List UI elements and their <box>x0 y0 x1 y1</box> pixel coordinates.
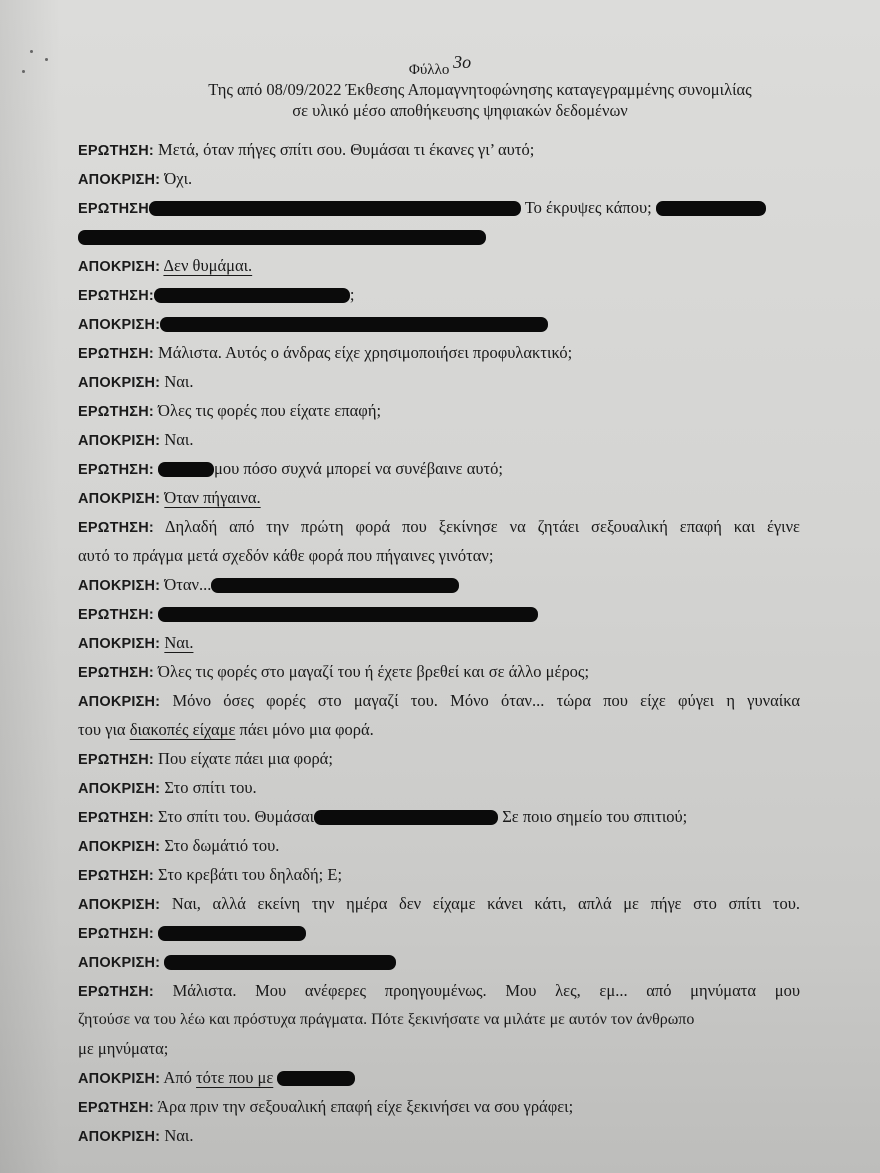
answer-text: Στο δωμάτιό του. <box>164 836 280 855</box>
question-label: ΕΡΩΤΗΣΗ: <box>78 665 154 681</box>
document-title-line-2: σε υλικό μέσο αποθήκευσης ψηφιακών δεδομένων <box>292 101 628 120</box>
answer-text: Δεν θυμάμαι. <box>163 256 253 275</box>
answer-label: ΑΠΟΚΡΙΣΗ: <box>78 694 161 710</box>
answer-text: του για <box>78 720 130 739</box>
answer-text: Ναι. <box>164 372 194 391</box>
sheet-label: Φύλλο <box>408 62 450 78</box>
sheet-number: 3ο <box>453 52 472 72</box>
answer-label: ΑΠΟΚΡΙΣΗ: <box>78 1129 161 1145</box>
answer-text: Στο σπίτι του. <box>164 778 257 797</box>
answer-label: ΑΠΟΚΡΙΣΗ: <box>78 955 161 971</box>
answer-line <box>78 164 808 193</box>
answer-label: ΑΠΟΚΡΙΣΗ: <box>78 1071 161 1087</box>
continuation-line <box>78 222 808 251</box>
document-title-line-1: Της από 08/09/2022 Έκθεσης Απομαγνητοφώνησης καταγεγραμμένης συνομιλίας <box>208 80 752 99</box>
answer-line <box>78 483 808 512</box>
question-line <box>78 860 808 889</box>
question-line <box>78 396 808 425</box>
answer-label: ΑΠΟΚΡΙΣΗ: <box>78 433 161 449</box>
continuation-line <box>78 541 808 570</box>
question-label: ΕΡΩΤΗΣΗ: <box>78 288 154 304</box>
page-shadow <box>0 0 60 1173</box>
question-text: Μάλιστα. Αυτός ο άνδρας είχε χρησιμοποιήσει προφυλακτικό; <box>158 343 573 362</box>
question-label: ΕΡΩΤΗΣΗ: <box>78 520 154 536</box>
question-text: ζητούσε να του λέω και πρόστυχα πράγματα. Πότε ξεκινήσατε να μιλάτε με αυτόν τον άνθρωπο <box>78 1011 695 1028</box>
question-label: ΕΡΩΤΗΣΗ: <box>78 404 154 420</box>
question-text: Όλες τις φορές που είχατε επαφή; <box>158 401 382 420</box>
question-line <box>78 338 808 367</box>
answer-line <box>78 831 808 860</box>
redaction-bar <box>277 1071 355 1086</box>
question-line <box>78 744 808 773</box>
answer-line <box>78 889 800 918</box>
answer-label: ΑΠΟΚΡΙΣΗ: <box>78 172 161 188</box>
question-line <box>78 454 808 483</box>
redaction-bar <box>158 462 214 477</box>
answer-text: Ναι. <box>164 633 194 652</box>
answer-line <box>78 251 808 280</box>
answer-label: ΑΠΟΚΡΙΣΗ: <box>78 259 161 275</box>
question-line <box>78 918 808 947</box>
answer-text: Ναι, αλλά εκείνη την ημέρα δεν είχαμε κάνει κάτι, απλά με πήγε στο σπίτι του. <box>171 894 800 913</box>
answer-text: διακοπές είχαμε <box>129 720 236 739</box>
redaction-bar <box>314 810 498 825</box>
question-line <box>78 135 808 164</box>
question-label: ΕΡΩΤΗΣΗ: <box>78 926 154 942</box>
question-label: ΕΡΩΤΗΣΗ: <box>78 346 154 362</box>
answer-text: Ναι. <box>164 430 194 449</box>
sheet-heading <box>0 52 880 79</box>
question-text: Το έκρυψες κάπου; <box>524 198 652 217</box>
question-label: ΕΡΩΤΗΣΗ: <box>78 1100 154 1116</box>
question-label: ΕΡΩΤΗΣΗ: <box>78 868 154 884</box>
answer-label: ΑΠΟΚΡΙΣΗ: <box>78 897 161 913</box>
answer-label: ΑΠΟΚΡΙΣΗ: <box>78 578 161 594</box>
answer-text: Όταν... <box>164 575 212 594</box>
answer-text: Όχι. <box>164 169 193 188</box>
continuation-line <box>78 1034 808 1063</box>
question-line <box>78 1092 808 1121</box>
question-line <box>78 193 808 222</box>
answer-line <box>78 947 808 976</box>
question-label: ΕΡΩΤΗΣΗ: <box>78 462 154 478</box>
question-line <box>78 802 808 831</box>
answer-label: ΑΠΟΚΡΙΣΗ: <box>78 491 161 507</box>
question-text: μου πόσο συχνά μπορεί να συνέβαινε αυτό; <box>214 459 503 478</box>
answer-text: Ναι. <box>164 1126 194 1145</box>
question-text: αυτό το πράγμα μετά σχεδόν κάθε φορά που πήγαινες γινόταν; <box>78 546 494 565</box>
answer-line <box>78 1121 808 1150</box>
question-label: ΕΡΩΤΗΣΗ: <box>78 607 154 623</box>
question-text: ; <box>349 285 355 304</box>
question-text: Που είχατε πάει μια φορά; <box>158 749 333 768</box>
redaction-bar <box>164 955 396 970</box>
question-label: ΕΡΩΤΗΣΗ <box>78 201 149 217</box>
transcript-body <box>78 135 808 1150</box>
answer-line <box>78 1063 808 1092</box>
answer-line <box>78 425 808 454</box>
answer-label: ΑΠΟΚΡΙΣΗ: <box>78 839 161 855</box>
question-text: Δηλαδή από την πρώτη φορά που ξεκίνησε να ζητάει σεξουαλική επαφή και έγινε <box>164 517 800 536</box>
redaction-bar <box>656 201 766 216</box>
question-text: Μετά, όταν πήγες σπίτι σου. Θυμάσαι τι έκανες γι’ αυτό; <box>158 140 535 159</box>
answer-text: Όταν πήγαινα. <box>164 488 261 507</box>
continuation-line <box>78 1005 808 1034</box>
answer-label: ΑΠΟΚΡΙΣΗ: <box>78 375 161 391</box>
redaction-bar <box>158 926 306 941</box>
answer-label: ΑΠΟΚΡΙΣΗ: <box>78 317 161 333</box>
question-line <box>78 280 808 309</box>
question-text: με μηνύματα; <box>78 1039 169 1058</box>
redaction-bar <box>211 578 459 593</box>
question-text: Όλες τις φορές στο μαγαζί του ή έχετε βρεθεί και σε άλλο μέρος; <box>158 662 590 681</box>
redaction-bar <box>149 201 521 216</box>
redaction-bar <box>160 317 548 332</box>
answer-label: ΑΠΟΚΡΙΣΗ: <box>78 781 161 797</box>
answer-line <box>78 367 808 396</box>
question-label: ΕΡΩΤΗΣΗ: <box>78 752 154 768</box>
question-line <box>78 657 808 686</box>
question-text: Στο κρεβάτι του δηλαδή; Ε; <box>158 865 343 884</box>
paper-speck <box>30 50 33 53</box>
answer-text: Από <box>163 1068 197 1087</box>
question-text: Στο σπίτι του. Θυμάσαι <box>158 807 315 826</box>
question-line <box>78 599 808 628</box>
answer-text: Μόνο όσες φορές στο μαγαζί του. Μόνο όταν... τώρα που είχε φύγει η γυναίκα <box>172 691 801 710</box>
redaction-bar <box>154 288 350 303</box>
answer-line <box>78 309 808 338</box>
answer-label: ΑΠΟΚΡΙΣΗ: <box>78 636 161 652</box>
answer-text: πάει μόνο μια φορά. <box>235 720 374 739</box>
answer-line <box>78 773 808 802</box>
answer-text: τότε που με <box>196 1068 274 1087</box>
question-line <box>78 976 800 1005</box>
redaction-bar <box>158 607 538 622</box>
question-label: ΕΡΩΤΗΣΗ: <box>78 984 154 1000</box>
question-text: Μάλιστα. Μου ανέφερες προηγουμένως. Μου λες, εμ... από μηνύματα μου <box>172 981 800 1000</box>
answer-line <box>78 686 800 715</box>
answer-line <box>78 570 808 599</box>
question-label: ΕΡΩΤΗΣΗ: <box>78 810 154 826</box>
question-text: Σε ποιο σημείο του σπιτιού; <box>502 807 688 826</box>
question-line <box>78 512 800 541</box>
question-text: Άρα πριν την σεξουαλική επαφή είχε ξεκινήσει να σου γράφει; <box>157 1097 574 1116</box>
redaction-bar <box>78 230 486 245</box>
question-label: ΕΡΩΤΗΣΗ: <box>78 143 154 159</box>
continuation-line <box>78 715 808 744</box>
answer-line <box>78 628 808 657</box>
